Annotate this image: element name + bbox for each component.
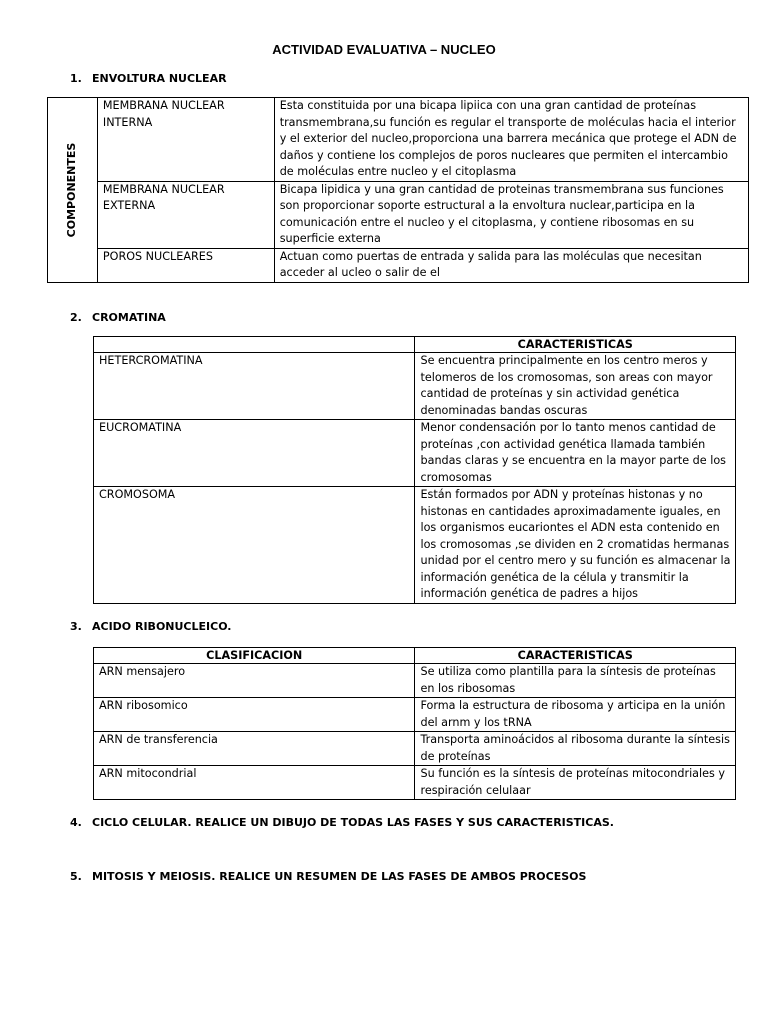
table-row	[48, 98, 749, 182]
section-number: 4.	[70, 816, 82, 829]
component-description: Actuan como puertas de entrada y salida para las moléculas que necesitan acceder al ucleo o salir de el	[274, 248, 748, 282]
arn-name: ARN mitocondrial	[94, 766, 415, 800]
cromatina-description: Están formados por ADN y proteínas histonas y no histonas en cantidades aproximadamente iguales, en los organismos eucariontes el ADN esta contenido en los cromosomas ,se dividen en 2 cromatidas hermanas unidad por el centro mero y su función es almacenar la información genética de la célula y transmitir la información genética de padres a hijos	[415, 487, 736, 604]
section-number: 3.	[70, 620, 82, 633]
arn-table	[93, 647, 736, 800]
section-4-heading	[70, 816, 614, 829]
arn-name: ARN mensajero	[94, 664, 415, 698]
section-1-heading	[70, 72, 227, 85]
table-row	[94, 664, 736, 698]
arn-description: Se utiliza como plantilla para la síntesis de proteínas en los ribosomas	[415, 664, 736, 698]
section-number: 5.	[70, 870, 82, 883]
section-2-heading	[70, 311, 166, 324]
cromatina-table	[93, 336, 736, 604]
document-title: ACTIVIDAD EVALUATIVA – NUCLEO	[272, 42, 496, 57]
table-header-row	[94, 337, 736, 353]
section-number: 1.	[70, 72, 82, 85]
section-3-heading	[70, 620, 231, 633]
component-name: MEMBRANA NUCLEAR EXTERNA	[97, 181, 274, 248]
header-clasificacion: CLASIFICACION	[94, 648, 415, 664]
header-caracteristicas: CARACTERISTICAS	[415, 337, 736, 353]
arn-description: Transporta aminoácidos al ribosoma durante la síntesis de proteínas	[415, 732, 736, 766]
section-5-heading	[70, 870, 586, 883]
section-title: MITOSIS Y MEIOSIS. REALICE UN RESUMEN DE LAS FASES DE AMBOS PROCESOS	[92, 870, 587, 883]
section-title: CROMATINA	[92, 311, 166, 324]
cromatina-description: Menor condensación por lo tanto menos cantidad de proteínas ,con actividad genética llamada también bandas claras y se encuentra en la mayor parte de los cromosomas	[415, 420, 736, 487]
table-row	[94, 353, 736, 420]
table-row	[94, 698, 736, 732]
section-title: ENVOLTURA NUCLEAR	[92, 72, 227, 85]
cromatina-name: HETERCROMATINA	[94, 353, 415, 420]
envoltura-table	[47, 97, 749, 283]
arn-description: Forma la estructura de ribosoma y articipa en la unión del arnm y los tRNA	[415, 698, 736, 732]
arn-description: Su función es la síntesis de proteínas mitocondriales y respiración celulaar	[415, 766, 736, 800]
cromatina-name: EUCROMATINA	[94, 420, 415, 487]
cromatina-description: Se encuentra principalmente en los centro meros y telomeros de los cromosomas, son areas con mayor cantidad de proteínas y sin actividad genética denominadas bandas oscuras	[415, 353, 736, 420]
component-name: POROS NUCLEARES	[97, 248, 274, 282]
table-row	[94, 732, 736, 766]
component-description: Bicapa lipidica y una gran cantidad de proteinas transmembrana sus funciones son proporcionar soporte estructural a la envoltura nuclear,participa en la comunicación entre el nucleo y el citoplasma, y contiene ribosomas en su superficie externa	[274, 181, 748, 248]
header-empty	[94, 337, 415, 353]
table-row	[94, 420, 736, 487]
component-description: Esta constituida por una bicapa lipiica con una gran cantidad de proteínas transmembrana,su función es regular el transporte de moléculas hacia el interior y el exterior del nucleo,proporciona una barrera mecánica que protege el ADN de daños y contiene los complejos de poros nucleares que permiten el intercambio de moléculas entre nucleo y el citoplasma	[274, 98, 748, 182]
componentes-label: COMPONENTES	[65, 142, 79, 238]
table-header-row	[94, 648, 736, 664]
table-row	[48, 248, 749, 282]
arn-name: ARN de transferencia	[94, 732, 415, 766]
componentes-cell	[48, 98, 98, 283]
table-row	[48, 181, 749, 248]
section-title: ACIDO RIBONUCLEICO.	[92, 620, 232, 633]
arn-name: ARN ribosomico	[94, 698, 415, 732]
component-name: MEMBRANA NUCLEAR INTERNA	[97, 98, 274, 182]
table-row	[94, 487, 736, 604]
section-number: 2.	[70, 311, 82, 324]
table-row	[94, 766, 736, 800]
header-caracteristicas: CARACTERISTICAS	[415, 648, 736, 664]
cromatina-name: CROMOSOMA	[94, 487, 415, 604]
section-title: CICLO CELULAR. REALICE UN DIBUJO DE TODAS LAS FASES Y SUS CARACTERISTICAS.	[92, 816, 614, 829]
